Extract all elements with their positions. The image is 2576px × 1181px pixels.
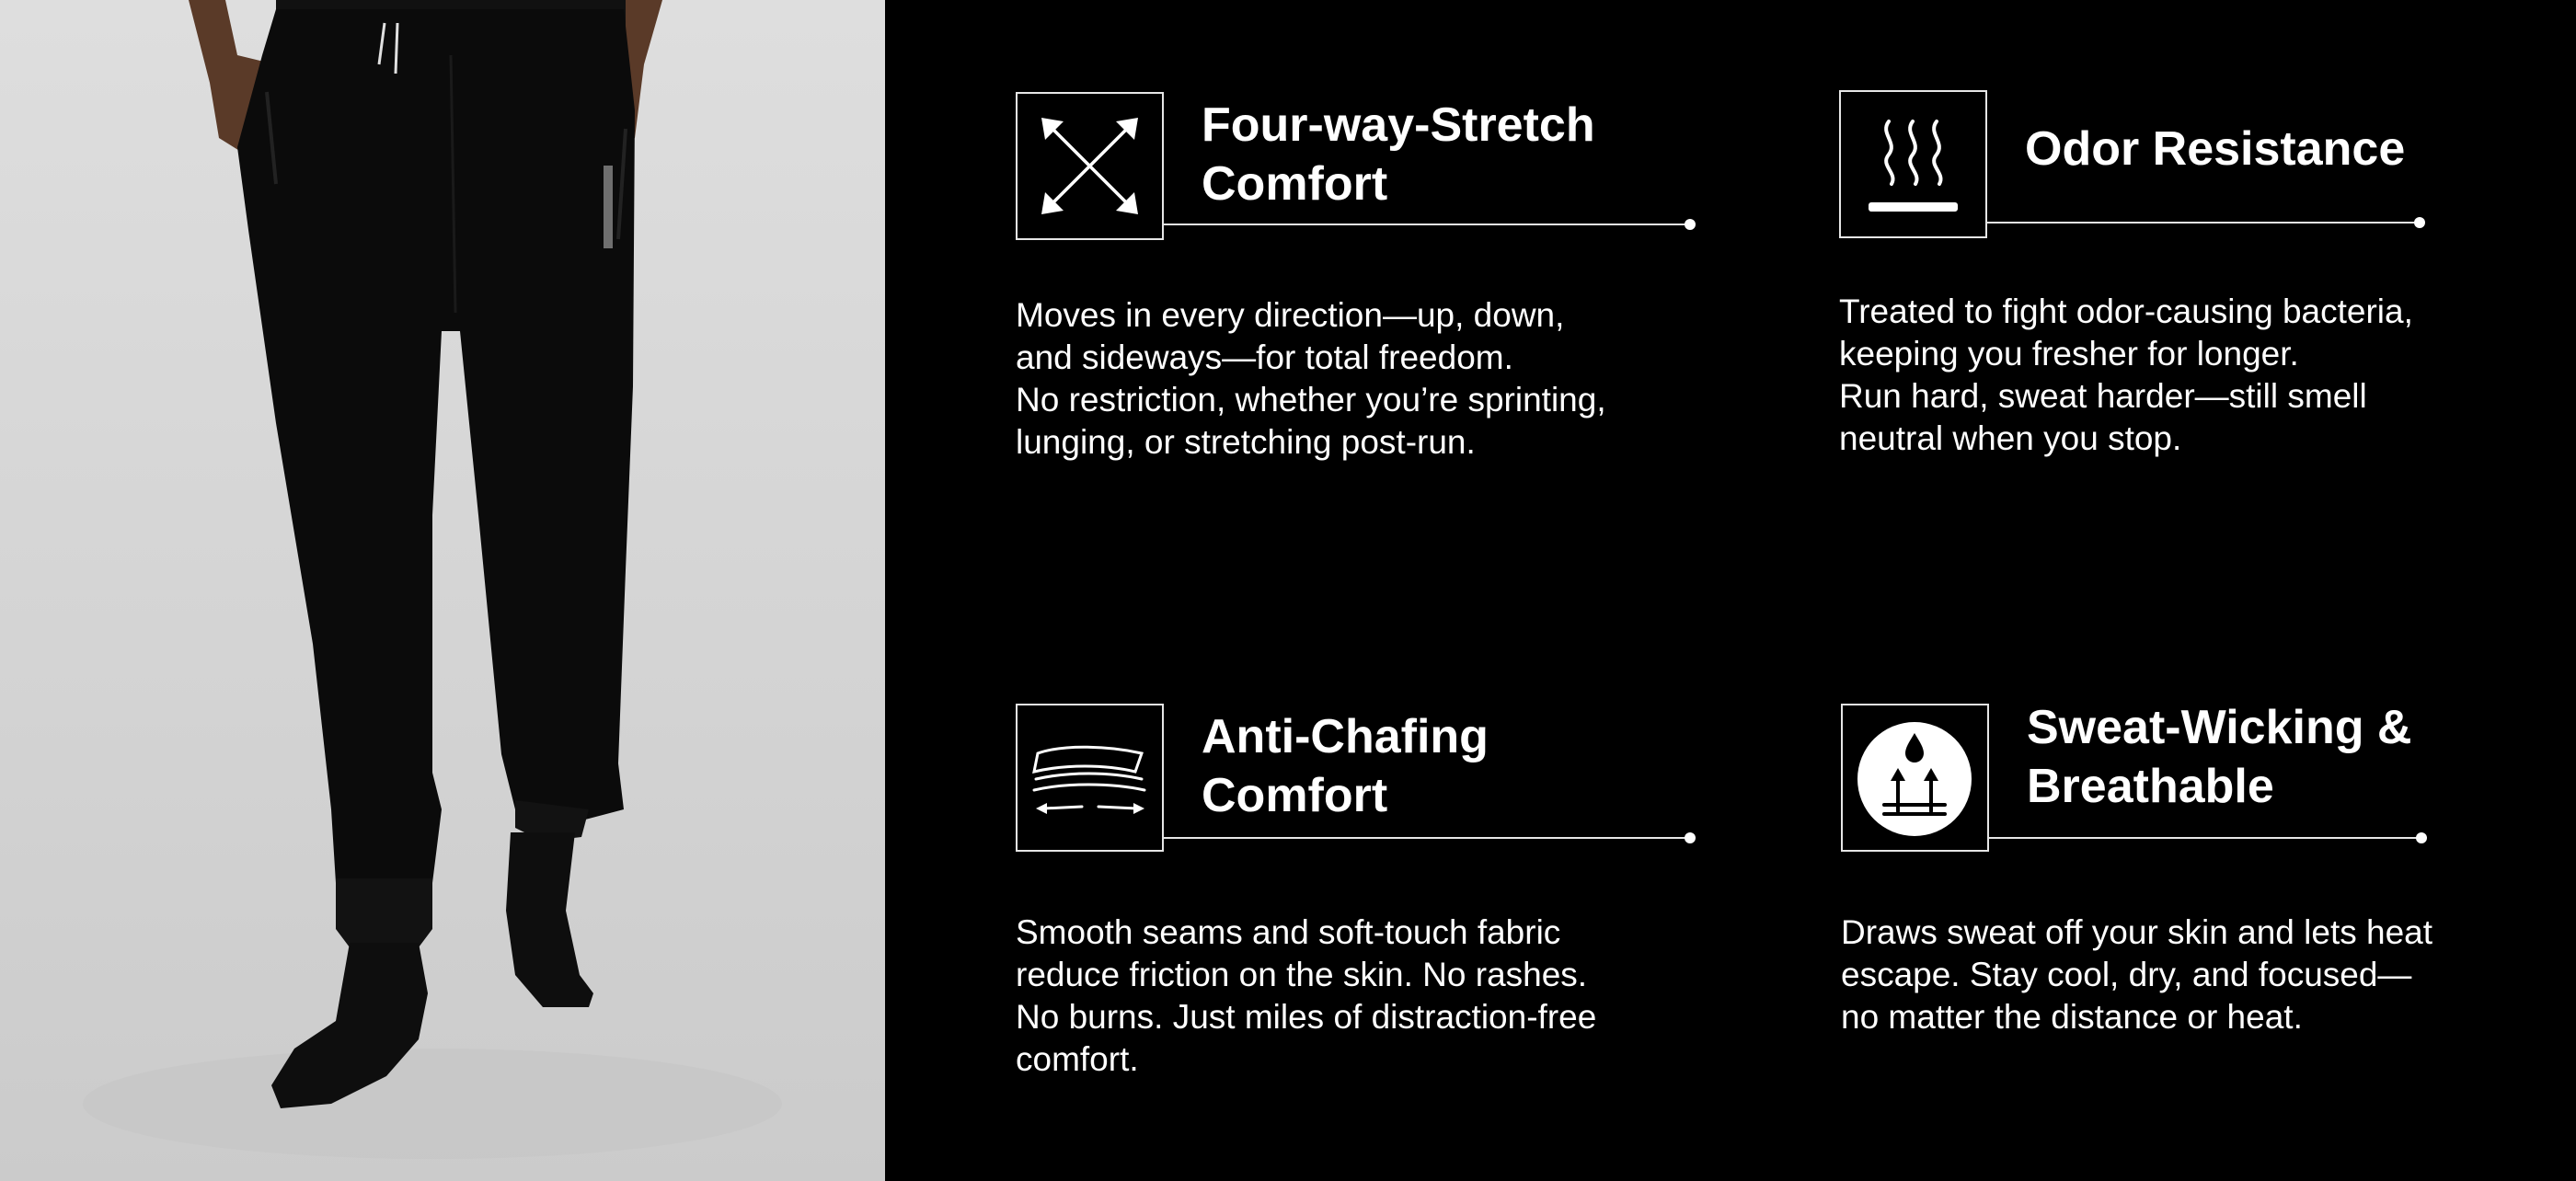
feature-description: Moves in every direction—up, down, and sideways—for total freedom. No restriction, whether you’re sprinting, lunging, or stretching post-run. — [1016, 296, 1606, 461]
feature-description: Treated to fight odor-causing bacteria, keeping you fresher for longer. Run hard, sweat harder—still smell neutral when you stop. — [1839, 292, 2413, 457]
sweat-wicking-icon — [1841, 704, 1989, 852]
feature-odor-resistance — [1839, 90, 2538, 476]
feature-anti-chafing — [1016, 704, 1715, 1090]
feature-title: Four-way-Stretch Comfort — [1202, 98, 1595, 211]
four-way-arrows-icon — [1016, 92, 1164, 240]
feature-title: Anti-Chafing Comfort — [1202, 710, 1489, 822]
title-underline — [1164, 224, 1690, 225]
feature-title: Sweat-Wicking & Breathable — [2027, 701, 2412, 813]
feature-four-way-stretch — [1016, 92, 1715, 478]
odor-waves-icon — [1839, 90, 1987, 238]
title-underline — [1987, 222, 2420, 224]
feature-description: Smooth seams and soft-touch fabric reduce friction on the skin. No rashes. No burns. Just miles of distraction-free comfort. — [1016, 913, 1597, 1078]
feature-title: Odor Resistance — [2025, 122, 2406, 176]
feature-sweat-wicking — [1841, 701, 2540, 1090]
title-underline — [1989, 837, 2421, 839]
title-underline — [1164, 837, 1690, 839]
jogger-pants-illustration — [0, 0, 885, 1181]
fabric-layers-icon — [1016, 704, 1164, 852]
feature-description: Draws sweat off your skin and lets heat escape. Stay cool, dry, and focused— no matter the distance or heat. — [1841, 913, 2433, 1036]
product-photo — [0, 0, 885, 1181]
